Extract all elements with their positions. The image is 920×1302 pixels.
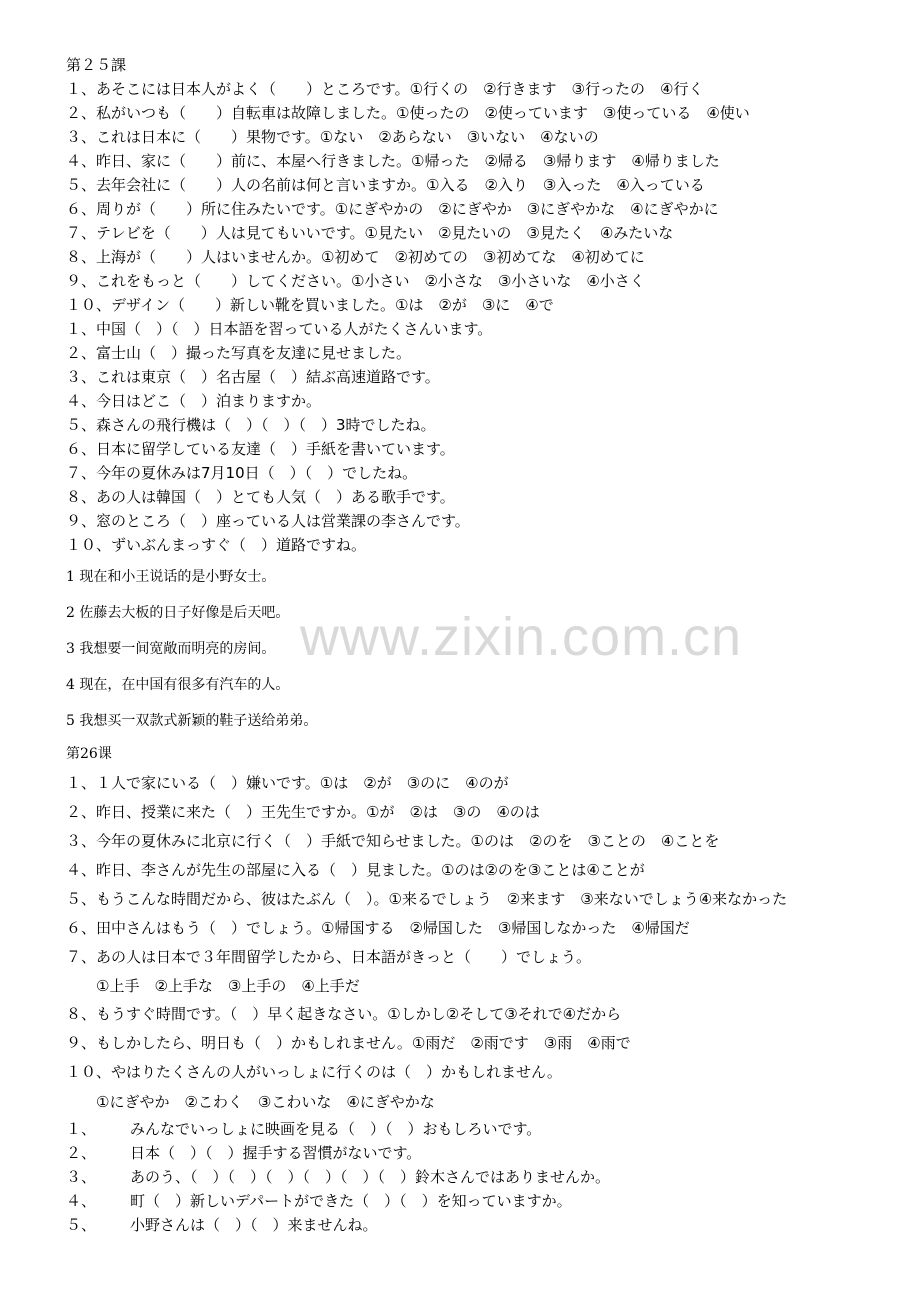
particle-question-line: １０、ずいぶんまっすぐ（ ）道路ですね。 bbox=[66, 536, 367, 554]
question-number: ３、 bbox=[66, 1168, 97, 1186]
translation-line: 2 佐藤去大板的日子好像是后天吧。 bbox=[66, 605, 290, 621]
question-line: ９、もしかしたら、明日も（ ）かもしれません。①雨だ ②雨です ③雨 ④雨で bbox=[66, 1034, 631, 1052]
answer-options-line: ①にぎやか ②こわく ③こわいな ④にぎやかな bbox=[96, 1093, 435, 1111]
question-number: １、 bbox=[66, 1120, 97, 1138]
question-line: １０、やはりたくさんの人がいっしょに行くのは（ ）かもしれません。 bbox=[66, 1063, 562, 1081]
particle-question-line: ４、今日はどこ（ ）泊まりますか。 bbox=[66, 392, 322, 410]
question-line: １、あそこには日本人がよく（ ）ところです。①行くの ②行きます ③行ったの ④行く bbox=[66, 80, 704, 98]
question-line: ６、周りが（ ）所に住みたいです。①にぎやかの ②にぎやか ③にぎやかな ④にぎやかに bbox=[66, 200, 719, 218]
question-line: ９、これをもっと（ ）してください。①小さい ②小さな ③小さいな ④小さく bbox=[66, 272, 645, 290]
question-line: ６、田中さんはもう（ ）でしょう。①帰国する ②帰国した ③帰国しなかった ④帰国だ bbox=[66, 919, 690, 937]
translation-line: 3 我想要一间宽敞而明亮的房间。 bbox=[66, 641, 276, 657]
answer-options-line: ①上手 ②上手な ③上手の ④上手だ bbox=[96, 977, 360, 995]
question-text: 小野さんは（ ）（ ）来ませんね。 bbox=[130, 1216, 378, 1234]
particle-question-line bbox=[66, 1167, 610, 1187]
question-number: ４、 bbox=[66, 1192, 97, 1210]
particle-question-line: ６、日本に留学している友達（ ）手紙を書いています。 bbox=[66, 440, 455, 458]
question-line: １０、デザイン（ ）新しい靴を買いました。①は ②が ③に ④で bbox=[66, 296, 554, 314]
question-number: ２、 bbox=[66, 1144, 97, 1162]
particle-question-line bbox=[66, 1119, 541, 1139]
particle-question-line: ８、あの人は韓国（ ）とても人気（ ）ある歌手です。 bbox=[66, 488, 455, 506]
translation-line: 1 现在和小王说话的是小野女士。 bbox=[66, 569, 276, 585]
question-line: ７、あの人は日本で３年間留学したから、日本語がきっと（ ）でしょう。 bbox=[66, 948, 592, 966]
question-line: ８、もうすぐ時間です。（ ）早く起きなさい。①しかし②そして③それで④だから bbox=[66, 1005, 622, 1023]
lesson-26-title: 第26课 bbox=[66, 746, 112, 762]
question-line: ３、これは日本に（ ）果物です。①ない ②あらない ③いない ④ないの bbox=[66, 128, 599, 146]
question-line: ７、テレビを（ ）人は見てもいいです。①見たい ②見たいの ③見たく ④みたいな bbox=[66, 224, 674, 242]
question-line: ８、上海が（ ）人はいませんか。①初めて ②初めての ③初めてな ④初めてに bbox=[66, 248, 645, 266]
question-line: １、１人で家にいる（ ）嫌いです。①は ②が ③のに ④のが bbox=[66, 774, 509, 792]
question-line: ２、昨日、授業に来た（ ）王先生ですか。①が ②は ③の ④のは bbox=[66, 803, 540, 821]
question-line: ３、今年の夏休みに北京に行く（ ）手紙で知らせました。①のは ②のを ③ことの ④ことを bbox=[66, 832, 720, 850]
particle-question-line: １、中国（ ）（ ）日本語を習っている人がたくさんいます。 bbox=[66, 320, 493, 338]
translation-line: 4 现在，在中国有很多有汽车的人。 bbox=[66, 677, 290, 693]
question-line: ２、私がいつも（ ）自転車は故障しました。①使ったの ②使っています ③使っている ④使い bbox=[66, 104, 750, 122]
particle-question-line bbox=[66, 1215, 378, 1235]
question-number: ５、 bbox=[66, 1216, 97, 1234]
question-line: ５、もうこんな時間だから、彼はたぶん（ ）。①来るでしょう ②来ます ③来ないでしょう④来なかった bbox=[66, 890, 788, 908]
question-line: ５、去年会社に（ ）人の名前は何と言いますか。①入る ②入り ③入った ④入っている bbox=[66, 176, 705, 194]
particle-question-line: ３、これは東京（ ）名古屋（ ）結ぶ高速道路です。 bbox=[66, 368, 440, 386]
translation-line: 5 我想买一双款式新颖的鞋子送给弟弟。 bbox=[66, 713, 318, 729]
question-line: ４、昨日、家に（ ）前に、本屋へ行きました。①帰った ②帰る ③帰ります ④帰りました bbox=[66, 152, 720, 170]
question-text: みんなでいっしょに映画を見る（ ）（ ）おもしろいです。 bbox=[130, 1120, 542, 1138]
watermark: www.zixin.com.cn bbox=[300, 607, 743, 667]
particle-question-line: ５、森さんの飛行機は（ ）（ ）（ ）3時でしたね。 bbox=[66, 416, 436, 434]
question-text: 日本（ ）（ ）握手する習慣がないです。 bbox=[130, 1144, 422, 1162]
particle-question-line: ７、今年の夏休みは7月10日（ ）（ ）でしたね。 bbox=[66, 464, 418, 482]
question-text: あのう、（ ）（ ）（ ）（ ）（ ）（ ）鈴木さんではありませんか。 bbox=[130, 1168, 611, 1186]
particle-question-line: ２、富士山（ ）撮った写真を友達に見せました。 bbox=[66, 344, 412, 362]
particle-question-line bbox=[66, 1191, 572, 1211]
particle-question-line: ９、窓のところ（ ）座っている人は営業課の李さんです。 bbox=[66, 512, 470, 530]
lesson-25-title: 第２５課 bbox=[66, 56, 127, 74]
question-line: ４、昨日、李さんが先生の部屋に入る（ ）見ました。①のは②のを③ことは④ことが bbox=[66, 861, 645, 879]
particle-question-line bbox=[66, 1143, 421, 1163]
question-text: 町（ ）新しいデパートができた（ ）（ ）を知っていますか。 bbox=[130, 1192, 572, 1210]
